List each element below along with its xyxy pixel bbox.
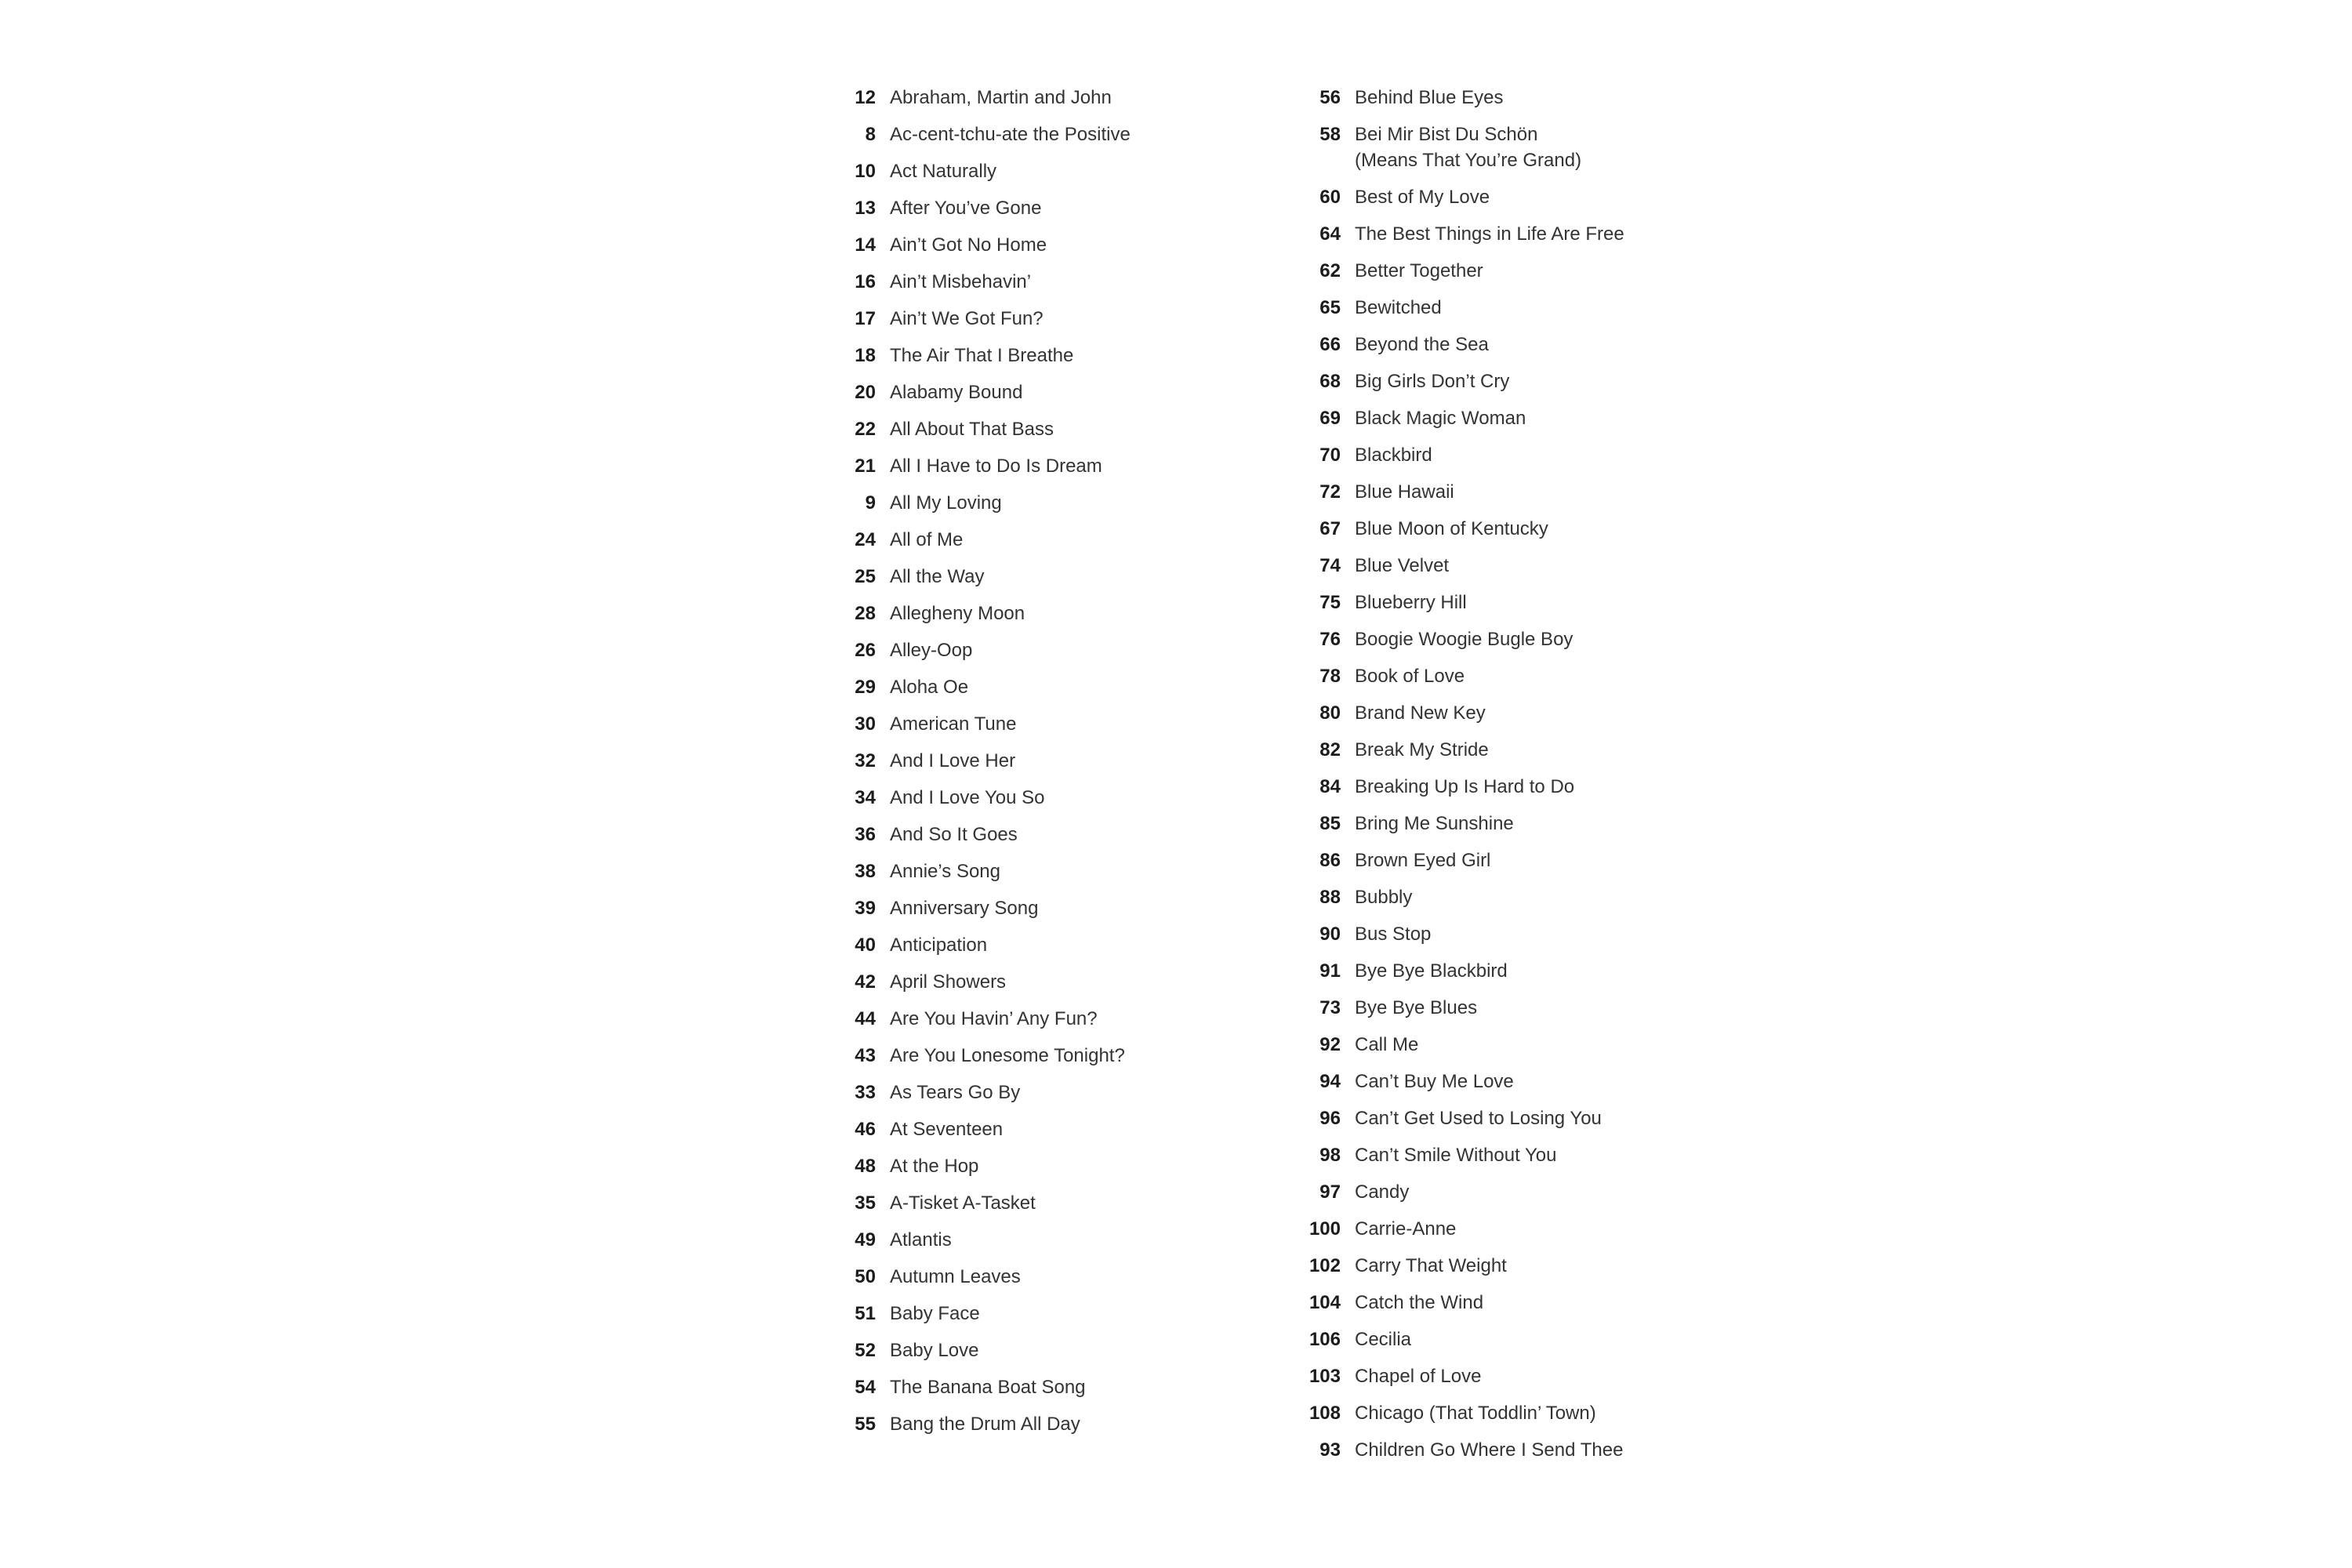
song-title: After You’ve Gone xyxy=(890,198,1042,219)
song-title: Anniversary Song xyxy=(890,898,1039,919)
page-number: 43 xyxy=(855,1045,876,1066)
song-title: All of Me xyxy=(890,529,964,550)
page-number: 13 xyxy=(855,198,876,219)
page-number: 103 xyxy=(1308,1366,1341,1387)
index-entry xyxy=(1305,332,1791,358)
page-number: 28 xyxy=(855,603,876,624)
song-title: Call Me xyxy=(1355,1034,1419,1055)
page-number: 10 xyxy=(855,161,876,182)
index-entry xyxy=(840,969,1279,995)
page-number: 24 xyxy=(855,529,876,550)
index-entry xyxy=(1305,1437,1791,1463)
index-entry xyxy=(1305,811,1791,837)
song-title: Abraham, Martin and John xyxy=(890,87,1112,108)
song-title: Blue Moon of Kentucky xyxy=(1355,518,1548,539)
index-entry xyxy=(1305,848,1791,873)
index-entry xyxy=(840,1411,1279,1437)
page-number: 66 xyxy=(1319,334,1341,355)
page-number: 82 xyxy=(1319,739,1341,760)
index-column-right xyxy=(1305,85,1791,1474)
page-number: 16 xyxy=(855,271,876,292)
page-number: 40 xyxy=(855,935,876,956)
song-title: Black Magic Woman xyxy=(1355,408,1526,429)
index-entry xyxy=(1305,700,1791,726)
song-title: Behind Blue Eyes xyxy=(1355,87,1504,108)
index-entry xyxy=(1305,405,1791,431)
song-title: Blueberry Hill xyxy=(1355,592,1467,613)
song-title: Blue Velvet xyxy=(1355,555,1450,576)
index-entry xyxy=(840,527,1279,553)
index-entry xyxy=(1305,1032,1791,1058)
song-title: Brown Eyed Girl xyxy=(1355,850,1491,871)
index-entry xyxy=(840,711,1279,737)
index-entry xyxy=(840,1227,1279,1253)
index-entry xyxy=(1305,958,1791,984)
index-entry xyxy=(1305,921,1791,947)
index-entry xyxy=(840,858,1279,884)
page-number: 39 xyxy=(855,898,876,919)
song-title: Bewitched xyxy=(1355,297,1442,318)
index-entry xyxy=(840,785,1279,811)
song-title: Allegheny Moon xyxy=(890,603,1025,624)
song-title: As Tears Go By xyxy=(890,1082,1021,1103)
page-number: 84 xyxy=(1319,776,1341,797)
song-title: All the Way xyxy=(890,566,985,587)
page-number: 54 xyxy=(855,1377,876,1398)
index-entry xyxy=(1305,663,1791,689)
page-number: 73 xyxy=(1319,997,1341,1018)
song-title: The Best Things in Life Are Free xyxy=(1355,223,1624,245)
index-entry xyxy=(1305,995,1791,1021)
page-number: 14 xyxy=(855,234,876,256)
song-title: Annie’s Song xyxy=(890,861,1000,882)
song-title: Are You Havin’ Any Fun? xyxy=(890,1008,1098,1029)
page-number: 17 xyxy=(855,308,876,329)
index-entry xyxy=(840,1264,1279,1290)
song-title: Can’t Get Used to Losing You xyxy=(1355,1108,1602,1129)
page-number: 74 xyxy=(1319,555,1341,576)
page-number: 29 xyxy=(855,677,876,698)
song-title: Aloha Oe xyxy=(890,677,969,698)
index-entry xyxy=(840,932,1279,958)
page-number: 51 xyxy=(855,1303,876,1324)
page-number: 8 xyxy=(865,124,876,145)
song-title: At Seventeen xyxy=(890,1119,1004,1140)
page-number: 35 xyxy=(855,1192,876,1214)
page-number: 92 xyxy=(1319,1034,1341,1055)
song-title: The Banana Boat Song xyxy=(890,1377,1086,1398)
index-entry xyxy=(840,1190,1279,1216)
song-title: Ain’t Misbehavin’ xyxy=(890,271,1032,292)
page-number: 44 xyxy=(855,1008,876,1029)
song-title: All I Have to Do Is Dream xyxy=(890,456,1102,477)
page-number: 49 xyxy=(855,1229,876,1250)
song-title: All My Loving xyxy=(890,492,1002,514)
page-number: 108 xyxy=(1308,1403,1341,1424)
index-entry xyxy=(1305,184,1791,210)
page-number: 34 xyxy=(855,787,876,808)
song-title: Chapel of Love xyxy=(1355,1366,1482,1387)
song-title: At the Hop xyxy=(890,1156,979,1177)
page-number: 9 xyxy=(865,492,876,514)
song-title: Best of My Love xyxy=(1355,187,1490,208)
page-number: 32 xyxy=(855,750,876,771)
page-number: 94 xyxy=(1319,1071,1341,1092)
index-entry xyxy=(1305,85,1791,111)
song-title: Bye Bye Blackbird xyxy=(1355,960,1508,982)
song-title: Candy xyxy=(1355,1181,1410,1203)
page-number: 70 xyxy=(1319,445,1341,466)
song-title: Bang the Drum All Day xyxy=(890,1414,1080,1435)
page-number: 75 xyxy=(1319,592,1341,613)
index-entry xyxy=(840,1006,1279,1032)
song-title: Brand New Key xyxy=(1355,702,1486,724)
index-entry xyxy=(1305,553,1791,579)
index-entry xyxy=(1305,368,1791,394)
page-number: 72 xyxy=(1319,481,1341,503)
page-number: 96 xyxy=(1319,1108,1341,1129)
song-title: Boogie Woogie Bugle Boy xyxy=(1355,629,1573,650)
index-entry xyxy=(840,1153,1279,1179)
page-number: 56 xyxy=(1319,87,1341,108)
index-column-left xyxy=(840,85,1279,1448)
index-entry xyxy=(1305,590,1791,615)
page-number: 38 xyxy=(855,861,876,882)
song-title: Ain’t Got No Home xyxy=(890,234,1047,256)
song-title: And I Love Her xyxy=(890,750,1016,771)
index-entry xyxy=(840,674,1279,700)
index-entry xyxy=(840,1043,1279,1069)
song-title: Alley-Oop xyxy=(890,640,973,661)
song-title: Act Naturally xyxy=(890,161,997,182)
index-entry xyxy=(840,490,1279,516)
page-number: 33 xyxy=(855,1082,876,1103)
index-entry xyxy=(840,269,1279,295)
index-entry xyxy=(1305,1069,1791,1094)
page-number: 58 xyxy=(1319,124,1341,145)
index-entry xyxy=(840,195,1279,221)
song-title: American Tune xyxy=(890,713,1017,735)
page-number: 55 xyxy=(855,1414,876,1435)
page-number: 60 xyxy=(1319,187,1341,208)
index-entry xyxy=(840,158,1279,184)
page-number: 65 xyxy=(1319,297,1341,318)
page-number: 85 xyxy=(1319,813,1341,834)
page-number: 21 xyxy=(855,456,876,477)
song-title: Bring Me Sunshine xyxy=(1355,813,1514,834)
song-title: Breaking Up Is Hard to Do xyxy=(1355,776,1575,797)
index-entry xyxy=(1305,1400,1791,1426)
song-title: Bei Mir Bist Du Schön (Means That You’re Grand) xyxy=(1355,124,1582,171)
page-number: 100 xyxy=(1308,1218,1341,1240)
index-entry xyxy=(1305,1290,1791,1316)
index-entry xyxy=(840,637,1279,663)
song-title: Atlantis xyxy=(890,1229,952,1250)
index-entry xyxy=(840,416,1279,442)
song-title: All About That Bass xyxy=(890,419,1054,440)
index-entry xyxy=(840,748,1279,774)
index-entry xyxy=(840,343,1279,368)
index-entry xyxy=(840,1080,1279,1105)
index-entry xyxy=(840,85,1279,111)
index-entry xyxy=(840,1116,1279,1142)
page-number: 90 xyxy=(1319,924,1341,945)
song-title: April Showers xyxy=(890,971,1007,993)
song-title: Bye Bye Blues xyxy=(1355,997,1478,1018)
index-entry xyxy=(1305,295,1791,321)
index-entry xyxy=(1305,774,1791,800)
index-entry xyxy=(840,564,1279,590)
song-title: Beyond the Sea xyxy=(1355,334,1489,355)
index-entry xyxy=(1305,258,1791,284)
page-number: 25 xyxy=(855,566,876,587)
page-number: 64 xyxy=(1319,223,1341,245)
song-title: Bus Stop xyxy=(1355,924,1432,945)
page-number: 97 xyxy=(1319,1181,1341,1203)
index-entry xyxy=(840,453,1279,479)
index-entry xyxy=(1305,626,1791,652)
song-title: Blackbird xyxy=(1355,445,1432,466)
song-title: Blue Hawaii xyxy=(1355,481,1454,503)
song-title: Alabamy Bound xyxy=(890,382,1023,403)
page-number: 52 xyxy=(855,1340,876,1361)
index-entry xyxy=(840,306,1279,332)
page-number: 76 xyxy=(1319,629,1341,650)
song-title: Baby Face xyxy=(890,1303,980,1324)
index-entry xyxy=(1305,1327,1791,1352)
index-entry xyxy=(1305,1179,1791,1205)
page-number: 102 xyxy=(1308,1255,1341,1276)
page-number: 91 xyxy=(1319,960,1341,982)
page-number: 88 xyxy=(1319,887,1341,908)
page-number: 78 xyxy=(1319,666,1341,687)
index-entry xyxy=(1305,221,1791,247)
page-number: 26 xyxy=(855,640,876,661)
index-entry xyxy=(1305,1105,1791,1131)
song-title: Carrie-Anne xyxy=(1355,1218,1457,1240)
page-number: 67 xyxy=(1319,518,1341,539)
song-title: Cecilia xyxy=(1355,1329,1412,1350)
song-title: And I Love You So xyxy=(890,787,1045,808)
index-entry xyxy=(1305,884,1791,910)
page-number: 68 xyxy=(1319,371,1341,392)
index-entry xyxy=(1305,122,1791,173)
index-entry xyxy=(1305,1142,1791,1168)
page-number: 62 xyxy=(1319,260,1341,281)
index-entry xyxy=(840,822,1279,848)
index-entry xyxy=(840,601,1279,626)
page-number: 48 xyxy=(855,1156,876,1177)
index-entry xyxy=(1305,516,1791,542)
song-title: Anticipation xyxy=(890,935,988,956)
song-title: Bubbly xyxy=(1355,887,1413,908)
page-number: 86 xyxy=(1319,850,1341,871)
song-title: The Air That I Breathe xyxy=(890,345,1074,366)
index-entry xyxy=(840,1338,1279,1363)
index-entry xyxy=(1305,1253,1791,1279)
song-title: A-Tisket A-Tasket xyxy=(890,1192,1036,1214)
song-title: Children Go Where I Send Thee xyxy=(1355,1439,1624,1461)
song-title: Ain’t We Got Fun? xyxy=(890,308,1044,329)
page-number: 12 xyxy=(855,87,876,108)
page-number: 36 xyxy=(855,824,876,845)
song-title: Book of Love xyxy=(1355,666,1465,687)
song-title: Better Together xyxy=(1355,260,1483,281)
page-number: 69 xyxy=(1319,408,1341,429)
index-entry xyxy=(1305,479,1791,505)
page-number: 106 xyxy=(1308,1329,1341,1350)
index-entry xyxy=(840,1301,1279,1327)
page-number: 50 xyxy=(855,1266,876,1287)
index-entry xyxy=(1305,1216,1791,1242)
page-number: 93 xyxy=(1319,1439,1341,1461)
song-title: Baby Love xyxy=(890,1340,979,1361)
song-title: Big Girls Don’t Cry xyxy=(1355,371,1510,392)
page-number: 46 xyxy=(855,1119,876,1140)
song-title: Can’t Smile Without You xyxy=(1355,1145,1557,1166)
page-number: 30 xyxy=(855,713,876,735)
song-title: Ac-cent-tchu-ate the Positive xyxy=(890,124,1131,145)
page-number: 104 xyxy=(1308,1292,1341,1313)
song-title: Break My Stride xyxy=(1355,739,1489,760)
song-title: Catch the Wind xyxy=(1355,1292,1484,1313)
index-entry xyxy=(840,232,1279,258)
song-title: Autumn Leaves xyxy=(890,1266,1021,1287)
index-entry xyxy=(840,1374,1279,1400)
index-entry xyxy=(1305,737,1791,763)
page-number: 18 xyxy=(855,345,876,366)
page-number: 20 xyxy=(855,382,876,403)
song-title: Carry That Weight xyxy=(1355,1255,1507,1276)
page-number: 22 xyxy=(855,419,876,440)
index-entry xyxy=(840,895,1279,921)
song-title: And So It Goes xyxy=(890,824,1018,845)
page-number: 98 xyxy=(1319,1145,1341,1166)
index-entry xyxy=(840,122,1279,147)
page-number: 42 xyxy=(855,971,876,993)
song-title: Are You Lonesome Tonight? xyxy=(890,1045,1125,1066)
song-title: Chicago (That Toddlin’ Town) xyxy=(1355,1403,1596,1424)
index-entry xyxy=(840,379,1279,405)
song-title: Can’t Buy Me Love xyxy=(1355,1071,1514,1092)
page-number: 80 xyxy=(1319,702,1341,724)
index-entry xyxy=(1305,1363,1791,1389)
index-entry xyxy=(1305,442,1791,468)
